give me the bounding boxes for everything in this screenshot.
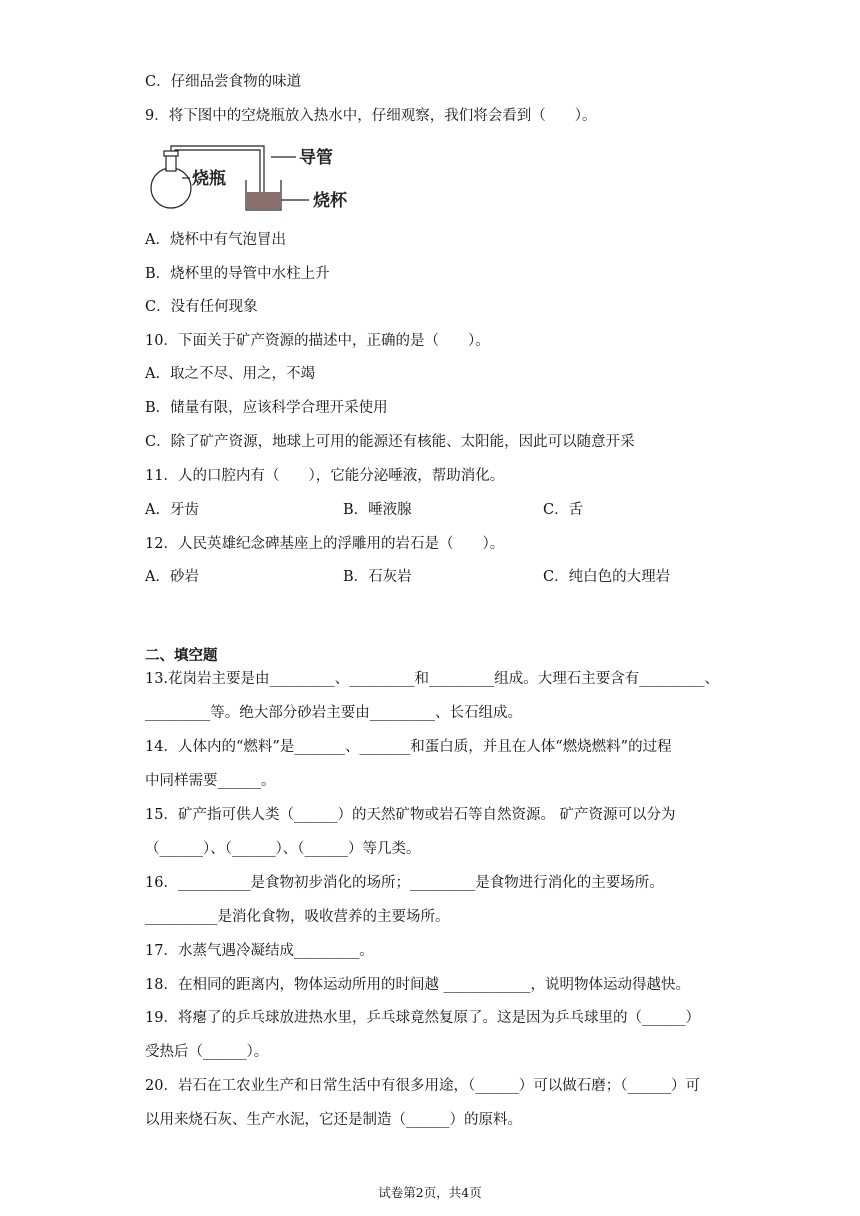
q20-line2: 以用来烧石灰、生产水泥，它还是制造（______）的原料。 (145, 1112, 522, 1128)
q19-line2: 受热后（______）。 (145, 1044, 269, 1060)
q16-line1: 16．__________是食物初步消化的场所；_________是食物进行消化的主要场所。 (145, 875, 664, 891)
q16-line2: __________是消化食物，吸收营养的主要场所。 (145, 909, 450, 925)
q13-line1: 13.花岗岩主要是由_________、_________和_________组成。大理石主要含有_________、 (145, 671, 720, 687)
q10-stem: 10．下面关于矿产资源的描述中，正确的是（ ）。 (145, 333, 490, 349)
q12-option-b: B．石灰岩 (343, 569, 412, 585)
q14-line1: 14．人体内的“燃料”是_______、_______和蛋白质，并且在人体“燃烧燃料”的过程 (145, 739, 672, 755)
q19-line1: 19．将瘪了的乒乓球放进热水里，乒乓球竟然复原了。这是因为乒乓球里的（______） (145, 1010, 700, 1026)
q11-option-a: A．牙齿 (145, 502, 199, 518)
q11-option-c: C．舌 (543, 502, 584, 518)
q13-line2: _________等。绝大部分砂岩主要由_________、长石组成。 (145, 705, 522, 721)
beaker-label: 烧杯 (313, 191, 347, 211)
section-title-fill-in: 二、填空题 (145, 648, 218, 664)
q11-option-b: B．唾液腺 (343, 502, 412, 518)
tube-label: 导管 (299, 148, 333, 168)
flask-experiment-figure (146, 140, 366, 218)
q10-option-a: A．取之不尽、用之，不竭 (145, 366, 315, 382)
q9-stem: 9．将下图中的空烧瓶放入热水中，仔细观察，我们将会看到（ ）。 (145, 108, 597, 124)
flask-label: 烧瓶 (192, 169, 226, 189)
q17-line1: 17．水蒸气遇冷凝结成_________。 (145, 943, 374, 959)
q18-line1: 18．在相同的距离内，物体运动所用的时间越 ____________，说明物体运动得越快。 (145, 977, 691, 993)
q10-option-b: B．储量有限，应该科学合理开采使用 (145, 400, 388, 416)
q14-line2: 中同样需要______。 (145, 773, 276, 789)
q8-option-c: C．仔细品尝食物的味道 (145, 74, 302, 90)
q12-option-a: A．砂岩 (145, 569, 199, 585)
page-footer: 试卷第2页，共4页 (378, 1185, 482, 1200)
q9-option-c: C．没有任何现象 (145, 299, 258, 315)
q15-line2: （______）、（______）、（______）等几类。 (145, 841, 421, 857)
q12-option-c: C．纯白色的大理岩 (543, 569, 671, 585)
q15-line1: 15．矿产指可供人类（______）的天然矿物或岩石等自然资源。 矿产资源可以分为 (145, 807, 676, 823)
q10-option-c: C．除了矿产资源，地球上可用的能源还有核能、太阳能，因此可以随意开采 (145, 434, 635, 450)
q11-stem: 11．人的口腔内有（ ），它能分泌唾液，帮助消化。 (145, 468, 505, 484)
q9-option-a: A．烧杯中有气泡冒出 (145, 232, 286, 248)
q9-option-b: B．烧杯里的导管中水柱上升 (145, 266, 330, 282)
q20-line1: 20．岩石在工农业生产和日常生活中有很多用途，（______）可以做石磨；（______）可 (145, 1078, 700, 1094)
q12-stem: 12．人民英雄纪念碑基座上的浮雕用的岩石是（ ）。 (145, 536, 505, 552)
